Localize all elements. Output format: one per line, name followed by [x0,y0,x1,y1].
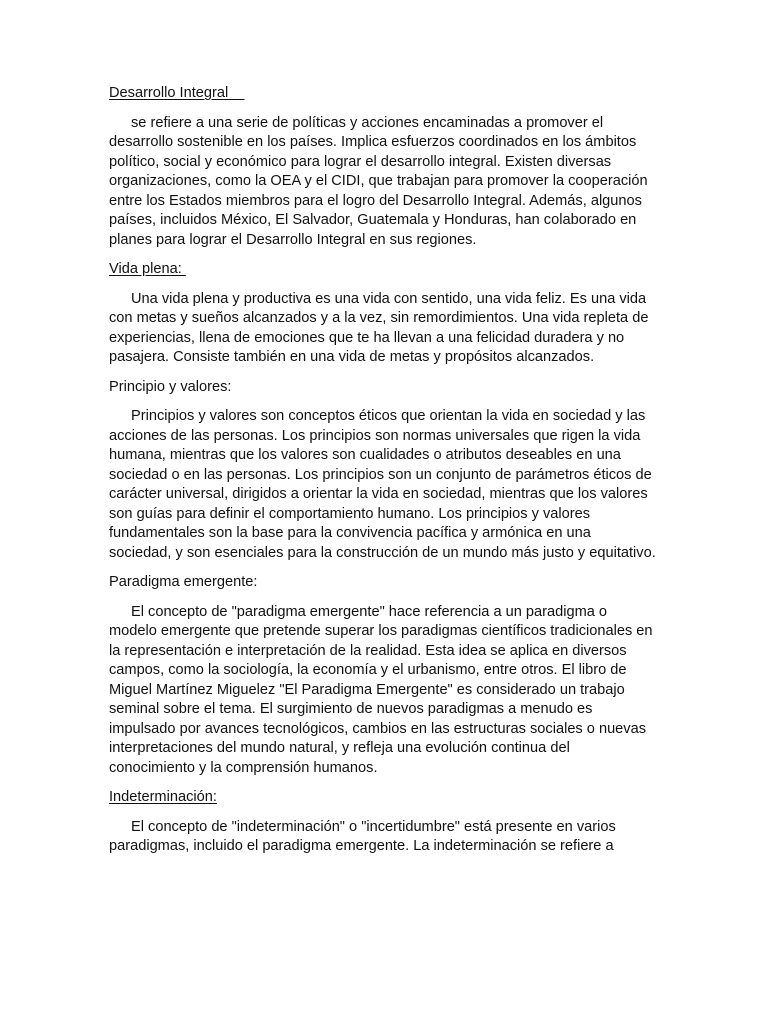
document-page [109,84,657,867]
heading-indeterminacion: Indeterminación: [109,789,217,805]
paragraph-vida-plena: Una vida plena y productiva es una vida con sentido, una vida feliz. Es una vida con metas y sueños alcanzados y a la vez, sin remordimientos. Una vida repleta de experiencias, llena de emociones que te ha llevan a una felicidad duradera y no pasajera. Consiste también en una vida de metas y propósitos alcanzados. [109,290,649,365]
paragraph-indeterminacion: El concepto de "indeterminación" o "incertidumbre" está presente en varios paradigmas, incluido el paradigma emergente. La indeterminación se refiere a [109,818,616,854]
heading-paradigma-emergente: Paradigma emergente: [109,574,258,590]
heading-principio-y-valores: Principio y valores: [109,378,232,395]
heading-vida-plena: Vida plena: [109,261,186,277]
heading-desarrollo-integral: Desarrollo Integral [109,85,245,101]
paragraph-principio-y-valores: Principios y valores son conceptos éticos que orientan la vida en sociedad y las acciones de las personas. Los principios son normas universales que rigen la vida humana, mientras que los valores son cualidades o atributos deseables en una sociedad o en las personas. Los principios son un conjunto de parámetros éticos de carácter universal, dirigidos a orientar la vida en sociedad, mientras que los valores son guías para definir el comportamiento humano. Los principios y valores fundamentales son la base para la convivencia pacífica y armónica en una sociedad, y son esenciales para la construcción de un mundo más justo y equitativo. [109,408,656,561]
paragraph-desarrollo-integral: se refiere a una serie de políticas y acciones encaminadas a promover el desarrollo sostenible en los países. Implica esfuerzos coordinados en los ámbitos político, social y económico para lograr el desarrollo integral. Existen diversas organizaciones, como la OEA y el CIDI, que trabajan para promover la cooperación entre los Estados miembros para el logro del Desarrollo Integral. Además, algunos países, incluidos México, El Salvador, Guatemala y Honduras, han colaborado en planes para lograr el Desarrollo Integral en sus regiones. [109,114,648,248]
paragraph-paradigma-emergente: El concepto de "paradigma emergente" hace referencia a un paradigma o modelo emergente que pretende superar los paradigmas científicos tradicionales en la representación e interpretación de la realidad. Esta idea se aplica en diversos campos, como la sociología, la economía y el urbanismo, entre otros. El libro de Miguel Martínez Miguelez "El Paradigma Emergente" es considerado un trabajo seminal sobre el tema. El surgimiento de nuevos paradigmas a menudo es impulsado por avances tecnológicos, cambios en las estructuras sociales o nuevas interpretaciones del mundo natural, y refleja una evolución continua del conocimiento y la comprensión humanos. [109,603,653,776]
